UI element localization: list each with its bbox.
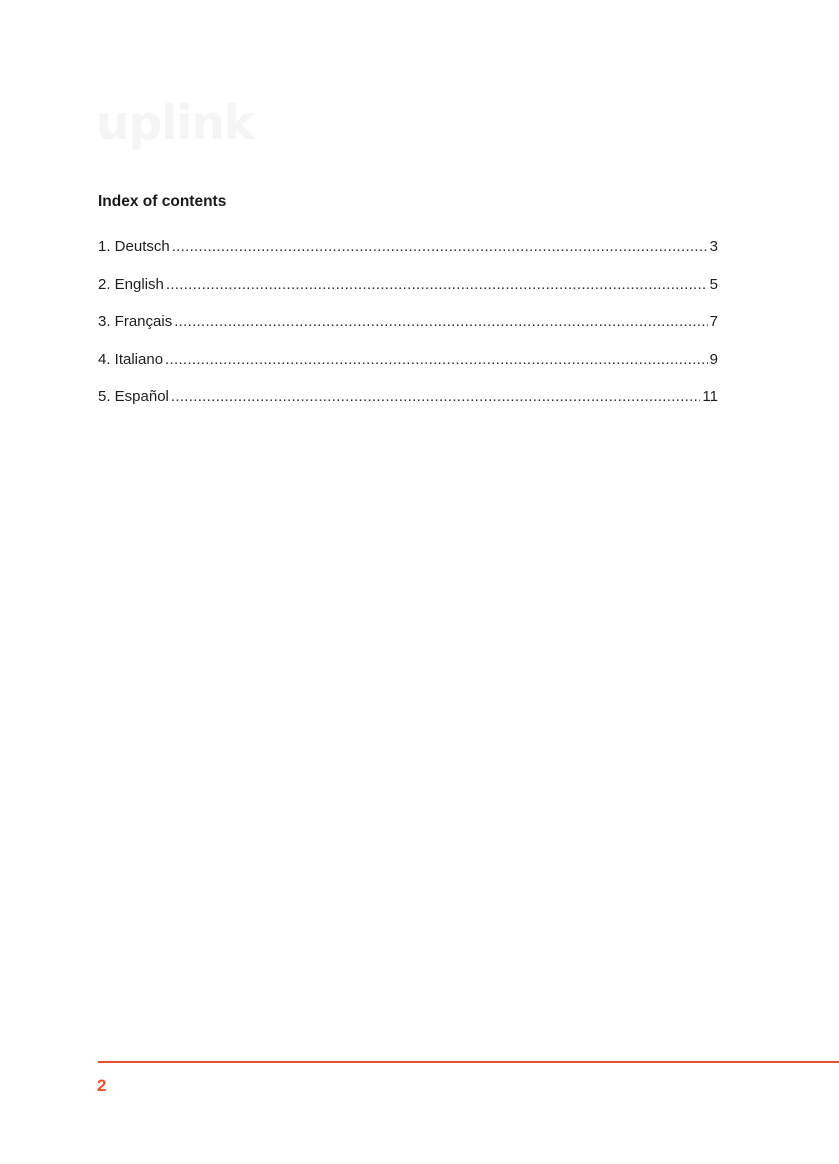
toc-entry-page: 5 — [709, 275, 718, 293]
toc-title: Index of contents — [98, 193, 227, 210]
toc-entry-page: 11 — [702, 388, 718, 405]
toc-entry-espanol[interactable] — [98, 388, 718, 426]
dot-leader — [171, 388, 701, 405]
toc-entry-label: 3. Français — [98, 313, 173, 330]
page-number: 2 — [97, 1076, 107, 1095]
footer-divider — [98, 1061, 839, 1063]
toc-entry-page: 9 — [709, 350, 718, 368]
toc-entry-francais[interactable] — [98, 313, 718, 351]
dot-leader — [172, 238, 708, 255]
toc-entry-page: 3 — [709, 238, 718, 255]
toc-entry-label: 5. Español — [98, 388, 169, 405]
toc-entry-deutsch[interactable] — [98, 238, 718, 276]
uplink-logo: uplink — [96, 96, 255, 151]
toc-entry-label: 4. Italiano — [98, 350, 164, 368]
toc-entry-label: 2. English — [98, 275, 164, 293]
table-of-contents — [98, 238, 718, 426]
dot-leader — [165, 351, 708, 368]
toc-entry-italiano[interactable] — [98, 351, 718, 389]
dot-leader — [166, 276, 708, 293]
toc-entry-english[interactable] — [98, 276, 718, 314]
toc-entry-page: 7 — [709, 313, 718, 330]
dot-leader — [174, 313, 707, 330]
toc-entry-label: 1. Deutsch — [98, 238, 170, 255]
